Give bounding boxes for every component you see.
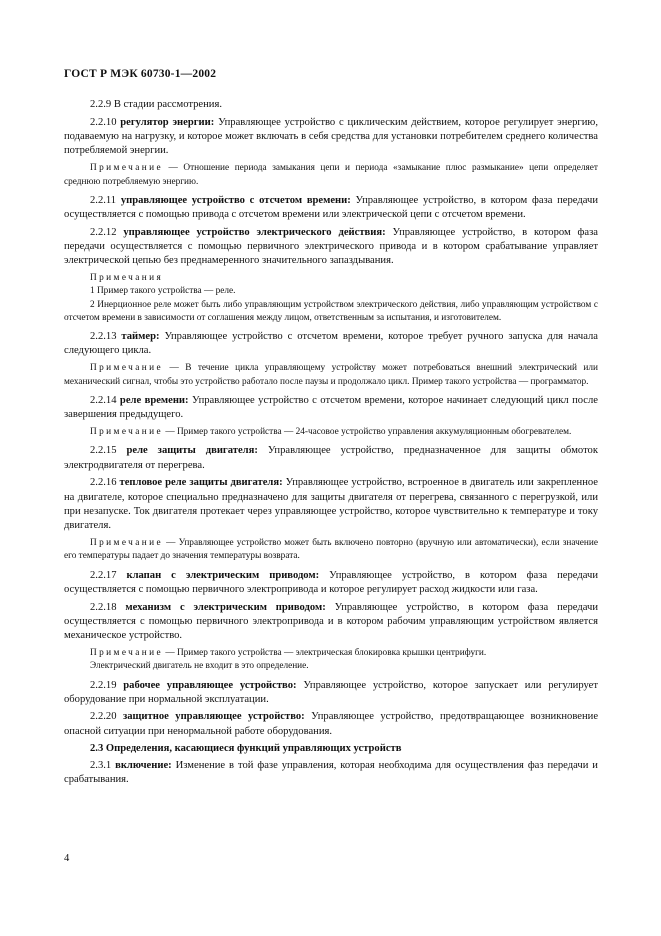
clause-term: регулятор энергии:	[120, 116, 215, 128]
clause-text: Управляющее устройство, которое запускает или регулирует оборудование при нормальной эксплуатации.	[64, 679, 598, 705]
clause-number: 2.3.1	[90, 759, 112, 771]
note-text: — Пример такого устройства — электрическая блокировка крышки центрифуги.	[165, 648, 487, 659]
note-2-2-10	[64, 162, 598, 188]
clause-2-2-9	[64, 98, 598, 112]
clause-term: таймер:	[121, 331, 160, 343]
clause-text: Изменение в той фазе управления, которая необходима для осуществления фаз передачи и срабатывания.	[64, 759, 598, 785]
clause-2-2-13	[64, 330, 598, 358]
clause-2-2-14	[64, 394, 598, 422]
page-number: 4	[64, 853, 70, 864]
note-item: 1 Пример такого устройства — реле.	[90, 286, 236, 297]
clause-number: 2.2.13	[90, 331, 117, 343]
clause-number: 2.2.14	[90, 394, 117, 406]
clause-text: Управляющее устройство, в котором фаза передачи осуществляется с помощью привода с отсчетом времени или электрической цепи с отсчетом времени.	[64, 194, 599, 220]
clause-term: управляющее устройство с отсчетом времени:	[120, 194, 351, 206]
clause-2-2-17	[64, 569, 598, 597]
note-2-2-18	[64, 647, 598, 673]
note-label: Примечания	[90, 273, 164, 284]
clause-number: 2.2.20	[90, 711, 117, 723]
note-label: Примечание	[90, 538, 163, 549]
clause-text: Управляющее устройство, предотвращающее возникновение опасной ситуации при ненормальной работе оборудования.	[64, 711, 599, 737]
note-item: 2 Инерционное реле может быть либо управляющим устройством электрического действия, либо управляющим устройством с отсчетом времени в зависимости от соглашения между лицом, ответственным за испытания, и изготовителем.	[64, 299, 598, 323]
note-label: Примечание	[90, 648, 163, 659]
document-header: ГОСТ Р МЭК 60730-1—2002	[64, 68, 217, 80]
clause-text: Управляющее устройство, встроенное в двигатель или закрепленное на двигателе, которое специально предназначено для защиты двигателя от перегрева, связанного с перегрузкой, или при незапуске. Ток двигателя протекает через управляющее устройство, которое чувствительно к температуре и току двигателя.	[64, 477, 598, 531]
clause-text: Управляющее устройство с отсчетом времени, которое требует ручного запуска для начала следующего цикла.	[64, 331, 598, 357]
clause-2-2-11	[64, 194, 598, 222]
clause-2-2-15	[64, 444, 598, 472]
clause-text: Управляющее устройство с отсчетом времени, которое начинает следующий цикл после завершения предыдущего.	[64, 394, 598, 421]
document-body	[64, 98, 598, 790]
clause-term: механизм с электрическим приводом:	[125, 601, 326, 613]
clause-2-3-1	[64, 759, 598, 787]
clause-number: 2.2.18	[90, 601, 117, 613]
note-label: Примечание	[90, 363, 163, 374]
clause-text: Управляющее устройство с циклическим действием, которое регулирует энергию, подаваемую на нагрузку, и которое может включать в себя средства для установки потребителем среднего количества потребляемой энергии.	[64, 116, 598, 157]
clause-2-2-16	[64, 476, 598, 533]
clause-term: управляющее устройство электрического действия:	[123, 226, 386, 238]
clause-term: клапан с электрическим приводом:	[126, 569, 320, 581]
clause-number: 2.2.15	[90, 445, 117, 457]
clause-number: 2.2.10	[90, 116, 117, 128]
clause-number: 2.2.11	[90, 194, 117, 206]
clause-2-2-10	[64, 116, 598, 159]
clause-number: 2.2.19	[90, 679, 117, 691]
clause-term: реле защиты двигателя:	[126, 445, 258, 457]
clause-term: реле времени:	[119, 394, 189, 406]
note-2-2-16	[64, 537, 598, 563]
note-label: Примечание	[90, 163, 163, 174]
clause-text: Управляющее устройство, в котором фаза передачи осуществляется с помощью первичного электропривода и которое регулирует расход жидкости или газа.	[64, 569, 598, 595]
clause-term: включение:	[115, 759, 172, 771]
note-2-2-14	[64, 426, 598, 439]
clause-text: В стадии рассмотрения.	[113, 99, 222, 110]
section-heading-2-3: 2.3 Определения, касающиеся функций управляющих устройств	[90, 743, 402, 755]
clause-number: 2.2.9	[90, 99, 112, 110]
note-text: — Управляющее устройство может быть включено повторно (вручную или автоматически), если значение его температуры падает до значения температуры возврата.	[64, 538, 599, 562]
note-text: — Пример такого устройства — 24-часовое устройство управления аккумуляционным обогревателем.	[165, 427, 572, 438]
note-text: Электрический двигатель не входит в это определение.	[90, 661, 309, 672]
note-2-2-13	[64, 362, 598, 388]
clause-number: 2.2.17	[90, 569, 117, 581]
clause-term: рабочее управляющее устройство:	[123, 679, 297, 691]
clause-number: 2.2.16	[90, 477, 117, 489]
clause-number: 2.2.12	[90, 226, 117, 238]
clause-2-2-12	[64, 226, 598, 269]
note-label: Примечание	[90, 427, 163, 438]
clause-2-2-18	[64, 601, 598, 644]
note-text: — В течение цикла управляющему устройству может потребоваться внешний электрический или механический сигнал, чтобы это устройство работало после паузы и продолжало цикл. Пример такого устройства — программатор.	[64, 363, 599, 387]
clause-2-2-20	[64, 710, 598, 738]
note-text: — Отношение периода замыкания цепи и периода «замыкание плюс размыкание» цепи определяет среднюю потребляемую энергию.	[64, 163, 598, 187]
clause-term: тепловое реле защиты двигателя:	[119, 477, 283, 489]
note-2-2-12	[64, 272, 598, 325]
clause-text: Управляющее устройство, предназначенное для защиты обмоток электродвигателя от перегрева.	[64, 445, 599, 471]
clause-term: защитное управляющее устройство:	[122, 711, 305, 723]
clause-2-2-19	[64, 679, 598, 707]
clause-text: Управляющее устройство, в котором фаза передачи осуществляется с помощью первичного электропривода и в котором рабочим управляющим устройством является механическое устройство.	[64, 601, 599, 641]
clause-text: Управляющее устройство, в котором фаза передачи осуществляется с помощью первичного электрического привода и в котором срабатывание управляет электрической цепью без преднамеренного значительного запаздывания.	[64, 226, 599, 267]
